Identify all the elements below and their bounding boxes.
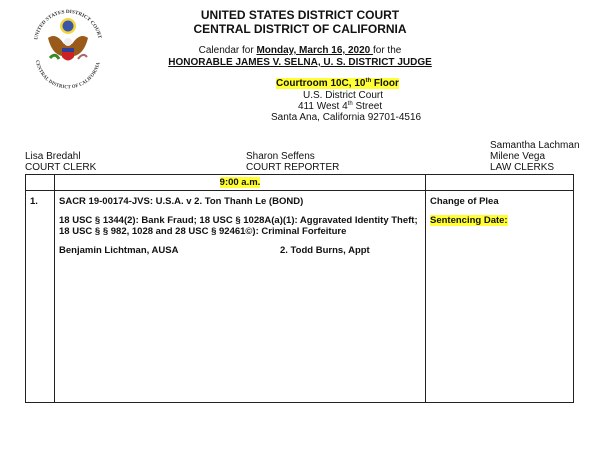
sentencing-date: Sentencing Date: xyxy=(430,215,508,226)
charges: 18 USC § 1344(2): Bank Fraud; 18 USC § 1028A(a)(1): Aggravated Identity Theft; 18 USC § § 982, 1028 and 28 USC § 92461©): Criminal Forfeiture xyxy=(59,215,418,237)
judge-text: HONORABLE JAMES V. SELNA, U. S. DISTRICT JUDGE xyxy=(168,57,432,68)
case-title: SACR 19-00174-JVS: U.S.A. v 2. Ton Thanh Le (BOND) xyxy=(59,196,304,207)
law-clerk-2: Milene Vega xyxy=(490,151,546,162)
seal-text-top: UNITED STATES DISTRICT COURT xyxy=(34,9,102,41)
address-line2 xyxy=(298,102,382,113)
addr2b: Street xyxy=(352,101,383,112)
case-number-index: 1. xyxy=(26,191,55,403)
calendar-line xyxy=(0,46,600,57)
reporter-name: Sharon Seffens xyxy=(246,151,315,162)
empty-cell xyxy=(426,175,574,191)
time-cell xyxy=(55,175,426,191)
courtroom-a: Courtroom 10C, 10 xyxy=(276,78,366,89)
judge-name xyxy=(0,58,600,69)
counsel xyxy=(59,245,421,256)
law-clerks-title: LAW CLERKS xyxy=(490,162,555,173)
address-line3: Santa Ana, California 92701-4516 xyxy=(271,112,422,123)
addr2a: 411 West 4 xyxy=(298,101,348,112)
time-slot: 9:00 a.m. xyxy=(219,177,261,188)
defense-counsel: 2. Todd Burns, Appt xyxy=(280,245,370,256)
table-row xyxy=(26,191,574,403)
clerk-name: Lisa Bredahl xyxy=(25,151,81,162)
district-name: CENTRAL DISTRICT OF CALIFORNIA xyxy=(193,22,407,36)
reporter-title: COURT REPORTER xyxy=(246,162,340,173)
calendar-suffix: for the xyxy=(372,45,402,56)
proceeding-cell xyxy=(426,191,574,403)
time-row xyxy=(26,175,574,191)
ausa: Benjamin Lichtman, AUSA xyxy=(59,245,179,256)
address-line1: U.S. District Court xyxy=(303,90,384,101)
courtroom xyxy=(276,79,399,90)
addr2sup: th xyxy=(347,101,353,107)
seal-text-bottom: CENTRAL DISTRICT OF CALIFORNIA xyxy=(33,59,102,91)
calendar-prefix: Calendar for xyxy=(198,45,257,56)
court-name: UNITED STATES DISTRICT COURT xyxy=(200,8,400,22)
empty-cell xyxy=(26,175,55,191)
law-clerk-1: Samantha Lachman xyxy=(490,140,580,151)
courtroom-b: Floor xyxy=(371,78,399,89)
clerk-title: COURT CLERK xyxy=(25,162,97,173)
case-details xyxy=(55,191,426,403)
proceeding-type: Change of Plea xyxy=(430,196,499,207)
calendar-table xyxy=(25,174,574,403)
calendar-date: Monday, March 16, 2020 xyxy=(256,45,373,56)
courtroom-sup: th xyxy=(365,78,372,84)
